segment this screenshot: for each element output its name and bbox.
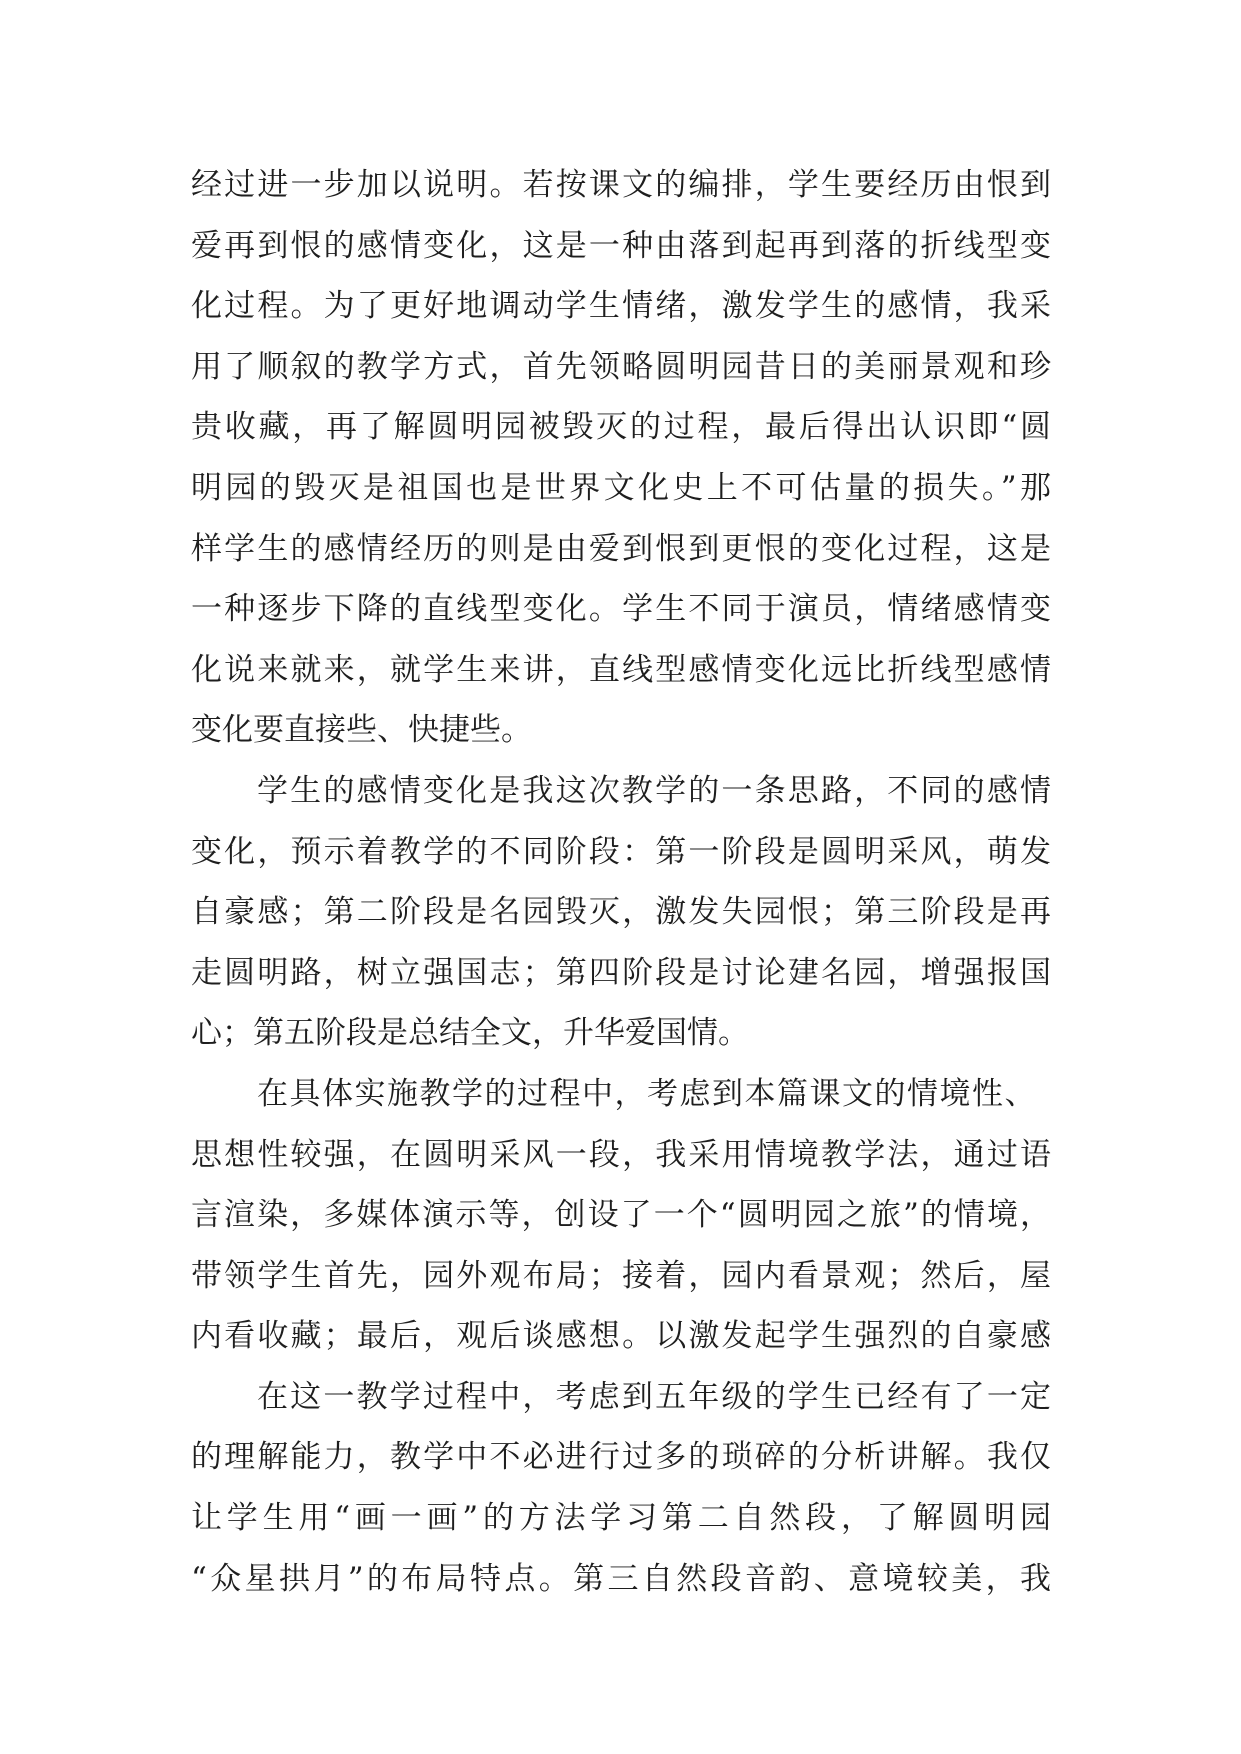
text-line: 学生的感情变化是我这次教学的一条思路，不同的感情	[257, 772, 1051, 809]
text-line: 自豪感；第二阶段是名园毁灭，激发失园恨；第三阶段是再	[191, 894, 1051, 931]
body-text	[191, 155, 1051, 1609]
text-line: 化说来就来，就学生来讲，直线型感情变化远比折线型感情	[191, 651, 1051, 688]
paragraph	[191, 155, 1051, 761]
text-line: “众星拱月”的布局特点。第三自然段音韵、意境较美，我	[191, 1560, 1051, 1597]
text-line: 带领学生首先，园外观布局；接着，园内看景观；然后，屋	[191, 1257, 1051, 1294]
text-line: 用了顺叙的教学方式，首先领略圆明园昔日的美丽景观和珍	[191, 348, 1051, 385]
text-line: 走圆明路，树立强国志；第四阶段是讨论建名园，增强报国	[191, 954, 1051, 991]
text-line: 的理解能力，教学中不必进行过多的琐碎的分析讲解。我仅	[191, 1439, 1051, 1476]
text-line: 心；第五阶段是总结全文，升华爱国情。	[191, 1015, 749, 1052]
paragraph	[191, 1064, 1051, 1367]
text-line: 一种逐步下降的直线型变化。学生不同于演员，情绪感情变	[191, 591, 1051, 628]
text-line: 经过进一步加以说明。若按课文的编排，学生要经历由恨到	[191, 167, 1051, 203]
text-line: 言渲染，多媒体演示等，创设了一个“圆明园之旅”的情境，	[191, 1197, 1051, 1234]
text-line: 在这一教学过程中，考虑到五年级的学生已经有了一定	[257, 1378, 1051, 1415]
text-line: 变化，预示着教学的不同阶段：第一阶段是圆明采风，萌发	[191, 833, 1051, 870]
text-line: 化过程。为了更好地调动学生情绪，激发学生的感情，我采	[191, 288, 1051, 325]
text-line: 让学生用“画一画”的方法学习第二自然段，了解圆明园	[191, 1500, 1051, 1537]
text-line: 内看收藏；最后，观后谈感想。以激发起学生强烈的自豪感	[191, 1318, 1051, 1355]
paragraph	[191, 1367, 1051, 1609]
text-line: 贵收藏，再了解圆明园被毁灭的过程，最后得出认识即“圆	[191, 409, 1051, 446]
text-line: 明园的毁灭是祖国也是世界文化史上不可估量的损失。”那	[191, 469, 1051, 506]
text-line: 思想性较强，在圆明采风一段，我采用情境教学法，通过语	[191, 1136, 1051, 1173]
text-line: 变化要直接些、快捷些。	[191, 712, 532, 749]
text-line: 爱再到恨的感情变化，这是一种由落到起再到落的折线型变	[191, 227, 1051, 264]
paragraph	[191, 761, 1051, 1064]
text-line: 在具体实施教学的过程中，考虑到本篇课文的情境性、	[257, 1075, 1037, 1112]
text-line: 样学生的感情经历的则是由爱到恨到更恨的变化过程，这是	[191, 530, 1051, 567]
